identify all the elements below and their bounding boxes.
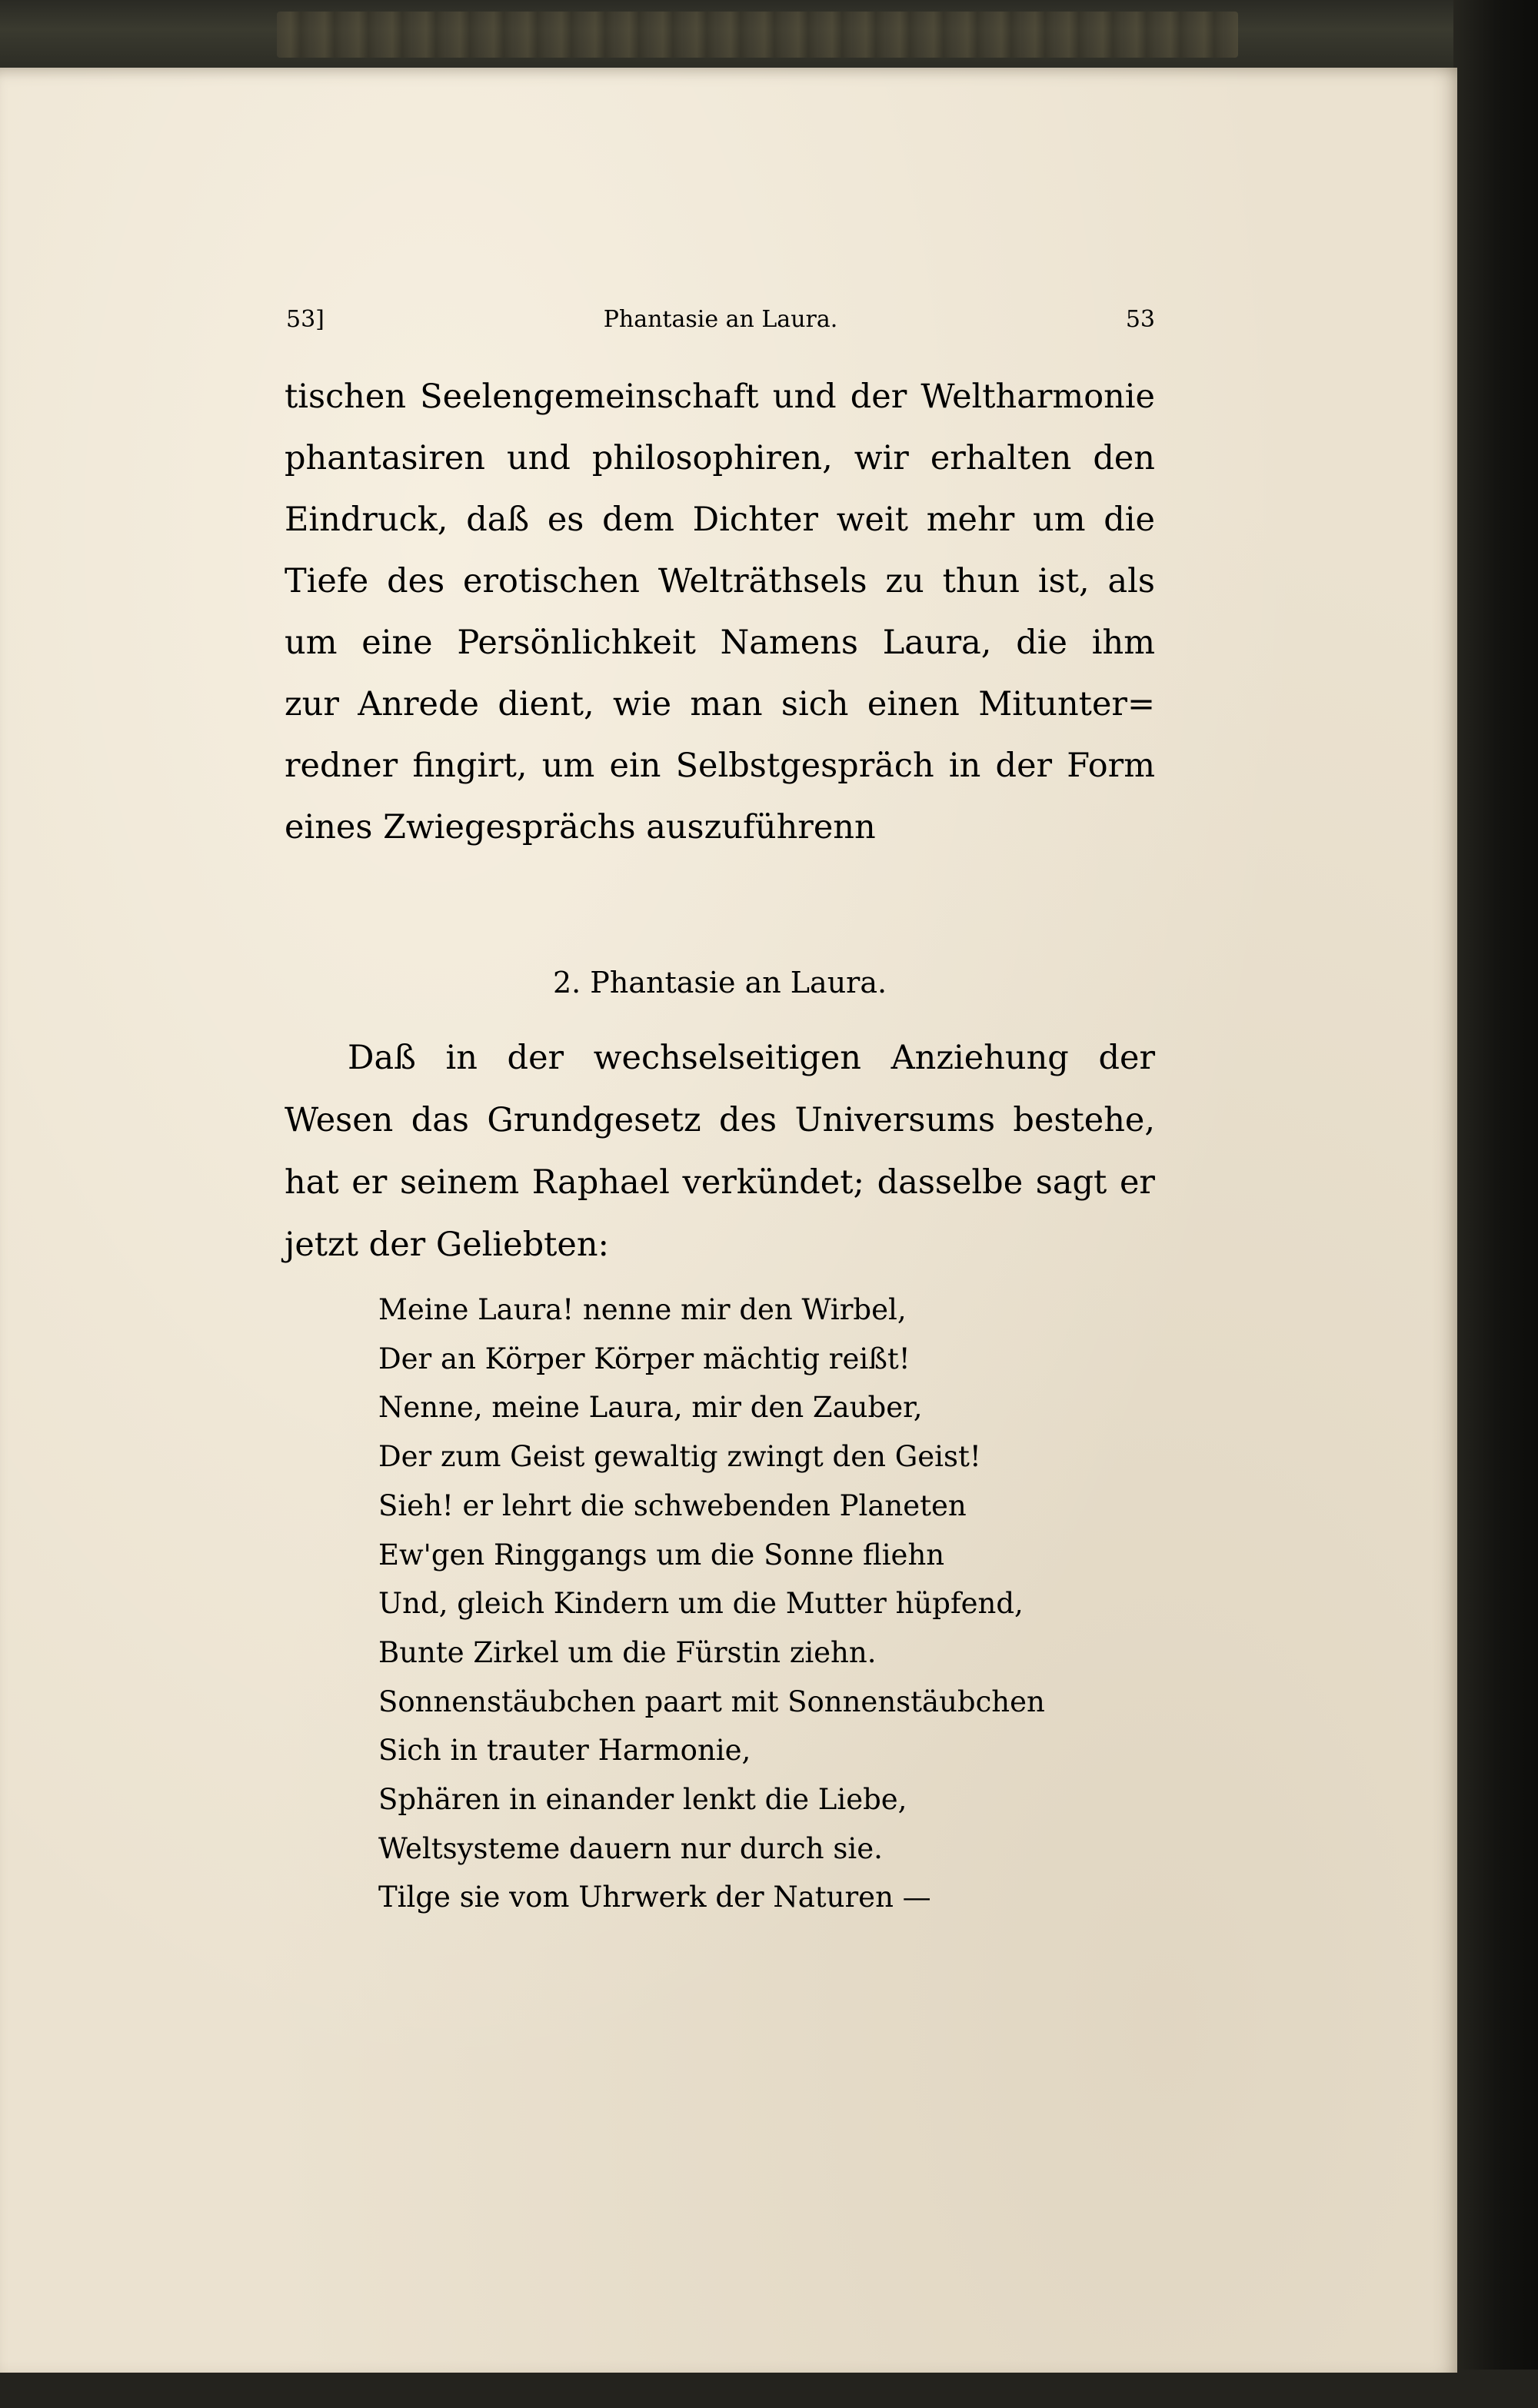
poem-line: Der an Körper Körper mächtig reißt! bbox=[378, 1342, 910, 1375]
text-line: eines Zwiegesprächs auszuführenn bbox=[285, 808, 876, 846]
poem-line: Sich in trauter Harmonie, bbox=[378, 1734, 751, 1768]
book-binding-top bbox=[0, 0, 1538, 73]
text-line: zur Anrede dient, wie man sich einen Mitunter= bbox=[285, 685, 1155, 723]
body-paragraph bbox=[285, 1027, 1155, 1276]
text-line: um eine Persönlichkeit Namens Laura, die ihm bbox=[285, 624, 1155, 662]
text-line: Eindruck, daß es dem Dichter weit mehr um die bbox=[285, 501, 1155, 539]
poem-line: Bunte Zirkel um die Fürstin ziehn. bbox=[378, 1635, 877, 1669]
section-heading: 2. Phantasie an Laura. bbox=[552, 966, 887, 999]
running-head bbox=[286, 306, 1155, 337]
poem-line: Sonnenstäubchen paart mit Sonnenstäubchen bbox=[378, 1685, 1045, 1718]
poem-line: Weltsysteme dauern nur durch sie. bbox=[378, 1831, 883, 1865]
poem-stanza bbox=[378, 1285, 1155, 1922]
text-line: phantasiren und philosophiren, wir erhalten den bbox=[285, 439, 1155, 477]
poem-line: Der zum Geist gewaltig zwingt den Geist! bbox=[378, 1440, 981, 1474]
poem-line: Tilge sie vom Uhrwerk der Naturen — bbox=[378, 1881, 931, 1914]
poem-line: Sphären in einander lenkt die Liebe, bbox=[378, 1783, 907, 1817]
poem-line: Ew'gen Ringgangs um die Sonne fliehn bbox=[378, 1538, 945, 1572]
text-line: Tiefe des erotischen Welträthsels zu thun ist, als bbox=[285, 562, 1155, 600]
text-line: Daß in der wechselseitigen Anziehung der bbox=[348, 1039, 1155, 1077]
running-head-left: 53] bbox=[286, 306, 325, 333]
text-line: redner fingirt, um ein Selbstgespräch in der Form bbox=[285, 747, 1155, 785]
poem-line: Und, gleich Kindern um die Mutter hüpfend, bbox=[378, 1587, 1024, 1621]
running-head-title: Phantasie an Laura. bbox=[603, 306, 838, 333]
text-line: hat er seinem Raphael verkündet; dasselbe sagt er bbox=[285, 1163, 1155, 1202]
poem-line: Sieh! er lehrt die schwebenden Planeten bbox=[378, 1488, 967, 1522]
book-binding-bottom bbox=[0, 2370, 1538, 2408]
text-line: tischen Seelengemeinschaft und der Weltharmonie bbox=[285, 377, 1155, 416]
book-binding-right bbox=[1453, 0, 1538, 2408]
intro-paragraph bbox=[285, 366, 1155, 858]
text-line: jetzt der Geliebten: bbox=[285, 1226, 610, 1264]
poem-line: Nenne, meine Laura, mir den Zauber, bbox=[378, 1391, 923, 1425]
poem-line: Meine Laura! nenne mir den Wirbel, bbox=[378, 1293, 907, 1326]
page-number: 53 bbox=[1125, 306, 1155, 333]
text-line: Wesen das Grundgesetz des Universums bestehe, bbox=[285, 1101, 1155, 1139]
